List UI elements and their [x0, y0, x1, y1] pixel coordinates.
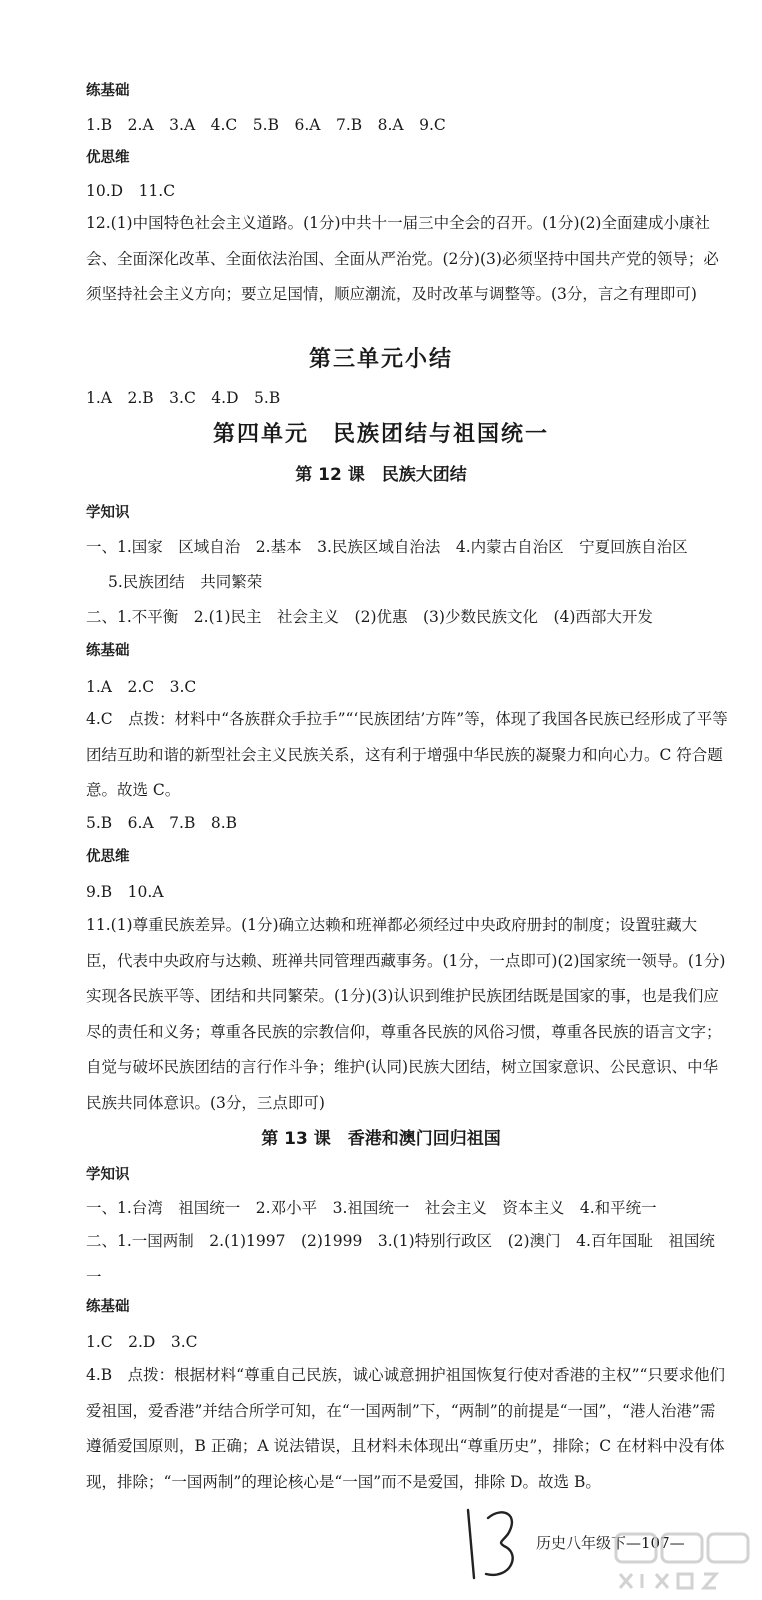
answer-line: 一、1.国家 区域自治 2.基本 3.民族区域自治法 4.内蒙古自治区 宁夏回族自治区 [86, 538, 688, 556]
section-label-thinking: 优思维 [86, 150, 130, 166]
page-footer: 历史八年级下—107— [536, 1534, 685, 1552]
lesson-heading: 第 12 课 民族大团结 [295, 465, 467, 485]
answer-paragraph: 二、1.一国两制 2.(1)1997 (2)1999 3.(1)特别行政区 (2)澳门 4.百年国耻 祖国统一 [86, 1232, 715, 1286]
watermark-logo [612, 1530, 752, 1592]
answer-line: 1.A 2.C 3.C [86, 678, 197, 696]
section-label-practice: 练基础 [86, 643, 130, 659]
unit-heading: 第四单元 民族团结与祖国统一 [212, 422, 549, 447]
answer-line: 二、1.不平衡 2.(1)民主 社会主义 (2)优惠 (3)少数民族文化 (4)西部大开发 [86, 608, 653, 626]
section-label-practice: 练基础 [86, 1299, 130, 1315]
answer-paragraph: 11.(1)尊重民族差异。(1分)确立达赖和班禅都必须经过中央政府册封的制度；设置驻藏大臣，代表中央政府与达赖、班禅共同管理西藏事务。(1分，一点即可)(2)国家统一领导。(1分)实现各民族平等、团结和共同繁荣。(1分)(3)认识到维护民族团结既是国家的事，也是我们应尽的责任和义务；尊重各民族的宗教信仰，尊重各民族的风俗习惯，尊重各民族的语言文字；自觉与破坏民族团结的言行作斗争；维护(认同)民族大团结，树立国家意识、公民意识、中华民族共同体意识。(3分，三点即可) [86, 916, 726, 1112]
answer-paragraph: 4.B 点拨：根据材料“尊重自己民族，诚心诚意拥护祖国恢复行使对香港的主权”“只要求他们爱祖国，爱香港”并结合所学可知，在“一国两制”下，“两制”的前提是“一国”，“港人治港”需遵循爱国原则，B 正确；A 说法错误，且材料未体现出“尊重历史”，排除；C 在材料中没有体现，排除；“一国两制”的理论核心是“一国”而不是爱国，排除 D。故选 B。 [86, 1366, 725, 1491]
handwritten-mark [458, 1504, 530, 1582]
answer-line: 9.B 10.A [86, 883, 164, 901]
answer-line: 1.C 2.D 3.C [86, 1333, 198, 1351]
answer-line: 1.A 2.B 3.C 4.D 5.B [86, 389, 281, 407]
section-label-practice: 练基础 [86, 83, 130, 99]
lesson-heading: 第 13 课 香港和澳门回归祖国 [261, 1129, 501, 1149]
unit-summary-heading: 第三单元小结 [308, 347, 453, 372]
answer-paragraph: 4.C 点拨：材料中“各族群众手拉手”“‘民族团结’方阵”等，体现了我国各民族已经形成了平等团结互助和谐的新型社会主义民族关系，这有利于增强中华民族的凝聚力和向心力。C 符合题意。故选 C。 [86, 710, 728, 799]
answer-line: 10.D 11.C [86, 182, 176, 200]
answer-line: 5.民族团结 共同繁荣 [108, 573, 263, 591]
section-label-learn: 学知识 [86, 1167, 130, 1183]
answer-line: 1.B 2.A 3.A 4.C 5.B 6.A 7.B 8.A 9.C [86, 116, 446, 134]
section-label-thinking: 优思维 [86, 849, 130, 865]
answer-paragraph: 12.(1)中国特色社会主义道路。(1分)中共十一届三中全会的召开。(1分)(2)全面建成小康社会、全面深化改革、全面依法治国、全面从严治党。(2分)(3)必须坚持中国共产党的领导；必须坚持社会主义方向；要立足国情，顺应潮流，及时改革与调整等。(3分，言之有理即可) [86, 214, 719, 303]
answer-line: 一、1.台湾 祖国统一 2.邓小平 3.祖国统一 社会主义 资本主义 4.和平统一 [86, 1199, 657, 1217]
section-label-learn: 学知识 [86, 505, 130, 521]
answer-line: 5.B 6.A 7.B 8.B [86, 814, 238, 832]
